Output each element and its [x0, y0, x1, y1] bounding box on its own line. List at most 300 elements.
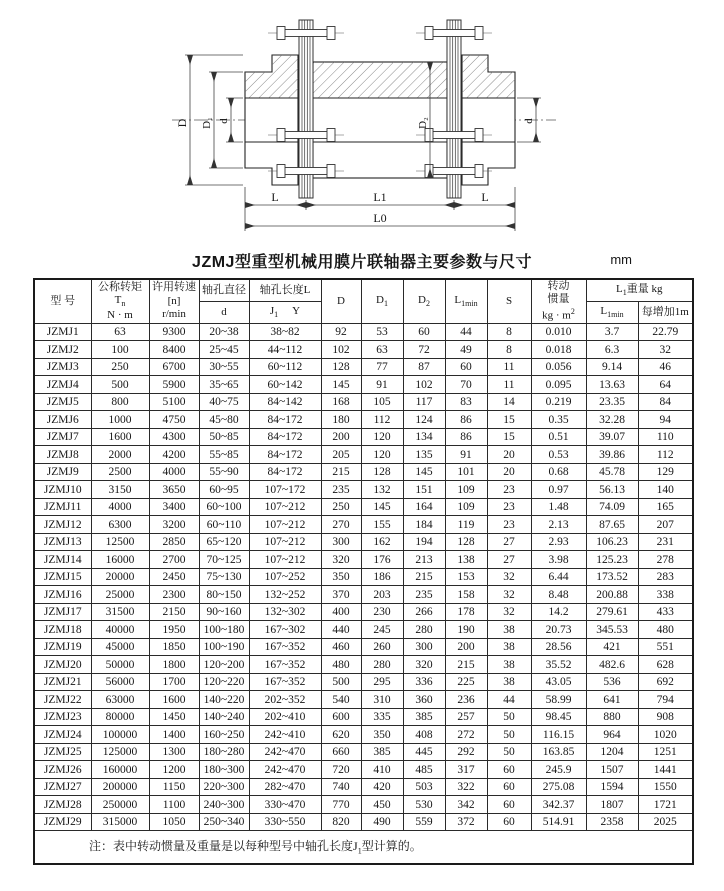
cell: 0.219 — [531, 393, 586, 411]
cell: 119 — [445, 516, 487, 534]
cell: 0.018 — [531, 341, 586, 359]
cell: 0.68 — [531, 463, 586, 481]
cell: 15 — [487, 428, 531, 446]
cell: 2.93 — [531, 533, 586, 551]
cell: 1807 — [586, 796, 638, 814]
table-row — [34, 358, 693, 376]
cell: JZMJ25 — [34, 743, 91, 761]
cell: 134 — [403, 428, 445, 446]
cell: 250000 — [91, 796, 149, 814]
cell: JZMJ15 — [34, 568, 91, 586]
cell: 23 — [487, 498, 531, 516]
cell: 6700 — [149, 358, 199, 376]
cell: 20 — [487, 463, 531, 481]
col-header-speed: 许用转速 [n] r/min — [149, 279, 199, 323]
cell: 360 — [403, 691, 445, 709]
cell: JZMJ16 — [34, 586, 91, 604]
cell: 38 — [487, 621, 531, 639]
cell: 330~470 — [249, 796, 321, 814]
cell: 194 — [403, 533, 445, 551]
cell: 215 — [445, 656, 487, 674]
cell: 370 — [321, 586, 361, 604]
cell: 272 — [445, 726, 487, 744]
cell: 3650 — [149, 481, 199, 499]
coupling-drawing-svg — [0, 0, 724, 246]
cell: 1600 — [149, 691, 199, 709]
cell: 27 — [487, 551, 531, 569]
cell: 740 — [321, 778, 361, 796]
cell: 200000 — [91, 778, 149, 796]
cell: 536 — [586, 673, 638, 691]
cell: JZMJ23 — [34, 708, 91, 726]
cell: 84~172 — [249, 463, 321, 481]
table-row — [34, 393, 693, 411]
cell: 102 — [403, 376, 445, 394]
cell: 158 — [445, 586, 487, 604]
cell: 433 — [638, 603, 693, 621]
cell: 140~240 — [199, 708, 249, 726]
cell: 2450 — [149, 568, 199, 586]
cell: 1.48 — [531, 498, 586, 516]
cell: JZMJ27 — [34, 778, 91, 796]
cell: 310 — [361, 691, 403, 709]
cell: JZMJ24 — [34, 726, 91, 744]
cell: JZMJ4 — [34, 376, 91, 394]
cell: 138 — [445, 551, 487, 569]
col-header-bore-len: 轴孔长度L — [249, 279, 321, 302]
cell: JZMJ29 — [34, 813, 91, 831]
cell: 1721 — [638, 796, 693, 814]
cell: 92 — [321, 323, 361, 341]
cell: 500 — [91, 376, 149, 394]
cell: 2000 — [91, 446, 149, 464]
cell: 60 — [487, 796, 531, 814]
table-row — [34, 691, 693, 709]
cell: 8 — [487, 323, 531, 341]
cell: 60~110 — [199, 516, 249, 534]
cell: 107~252 — [249, 568, 321, 586]
cell: 0.095 — [531, 376, 586, 394]
cell: 385 — [403, 708, 445, 726]
table-row — [34, 778, 693, 796]
col-header-weight-per-m: 每增加1m — [638, 302, 693, 324]
dim-label-d-left: d — [218, 118, 230, 124]
dim-label-L0: L0 — [373, 211, 387, 225]
cell: 86 — [445, 411, 487, 429]
cell: 250~340 — [199, 813, 249, 831]
cell: 50~85 — [199, 428, 249, 446]
cell: 215 — [321, 463, 361, 481]
table-row — [34, 813, 693, 831]
cell: 109 — [445, 498, 487, 516]
cell: 167~352 — [249, 656, 321, 674]
cell: 107~212 — [249, 533, 321, 551]
cell: 279.61 — [586, 603, 638, 621]
cell: 163.85 — [531, 743, 586, 761]
cell: 70 — [445, 376, 487, 394]
table-row — [34, 726, 693, 744]
cell: 120~200 — [199, 656, 249, 674]
cell: 2.13 — [531, 516, 586, 534]
cell: 250 — [321, 498, 361, 516]
cell: 90~160 — [199, 603, 249, 621]
cell: 0.056 — [531, 358, 586, 376]
cell: 38~82 — [249, 323, 321, 341]
cell: 84 — [638, 393, 693, 411]
cell: 641 — [586, 691, 638, 709]
cell: 94 — [638, 411, 693, 429]
cell: 180~280 — [199, 743, 249, 761]
cell: JZMJ19 — [34, 638, 91, 656]
cell: 1850 — [149, 638, 199, 656]
cell: 112 — [361, 411, 403, 429]
cell: JZMJ13 — [34, 533, 91, 551]
cell: 30~55 — [199, 358, 249, 376]
cell: 421 — [586, 638, 638, 656]
cell: 6.44 — [531, 568, 586, 586]
col-header-bore-len-sym: $J_1$ Y — [249, 302, 321, 324]
table-row — [34, 498, 693, 516]
cell: 330~550 — [249, 813, 321, 831]
cell: JZMJ8 — [34, 446, 91, 464]
cell: 4750 — [149, 411, 199, 429]
cell: 503 — [403, 778, 445, 796]
table-row — [34, 603, 693, 621]
cell: 125000 — [91, 743, 149, 761]
cell: 292 — [445, 743, 487, 761]
cell: JZMJ22 — [34, 691, 91, 709]
cell: 155 — [361, 516, 403, 534]
cell: 250 — [91, 358, 149, 376]
cell: 3150 — [91, 481, 149, 499]
table-note: 注：表中转动惯量及重量是以每种型号中轴孔长度$J_1$型计算的。 — [34, 831, 693, 865]
col-header-D: D — [321, 279, 361, 323]
cell: 260 — [361, 638, 403, 656]
cell: 80~150 — [199, 586, 249, 604]
cell: 12500 — [91, 533, 149, 551]
cell: 63 — [91, 323, 149, 341]
cell: 225 — [445, 673, 487, 691]
cell: 55~85 — [199, 446, 249, 464]
cell: 65~120 — [199, 533, 249, 551]
cell: 350 — [321, 568, 361, 586]
cell: 315000 — [91, 813, 149, 831]
cell: JZMJ7 — [34, 428, 91, 446]
cell: 23 — [487, 481, 531, 499]
cell: 40000 — [91, 621, 149, 639]
cell: 240~300 — [199, 796, 249, 814]
cell: 1700 — [149, 673, 199, 691]
cell: 140 — [638, 481, 693, 499]
cell: 880 — [586, 708, 638, 726]
cell: 102 — [321, 341, 361, 359]
cell: 20.73 — [531, 621, 586, 639]
cell: 132~302 — [249, 603, 321, 621]
cell: 124 — [403, 411, 445, 429]
cell: 230 — [361, 603, 403, 621]
dim-label-D2: D₂ — [417, 117, 429, 129]
cell: 23.35 — [586, 393, 638, 411]
cell: 283 — [638, 568, 693, 586]
cell: 485 — [403, 761, 445, 779]
cell: 410 — [361, 761, 403, 779]
cell: 445 — [403, 743, 445, 761]
cell: 9300 — [149, 323, 199, 341]
cell: 100~190 — [199, 638, 249, 656]
cell: 60~112 — [249, 358, 321, 376]
cell: 106.23 — [586, 533, 638, 551]
cell: 282~470 — [249, 778, 321, 796]
cell: 4000 — [91, 498, 149, 516]
dim-label-D: D — [175, 118, 189, 128]
cell: 514.91 — [531, 813, 586, 831]
cell: 107~212 — [249, 551, 321, 569]
cell: 129 — [638, 463, 693, 481]
cell: 275.08 — [531, 778, 586, 796]
col-header-inertia: 转动 惯量 kg · $m^2$ — [531, 279, 586, 323]
col-header-D1: $D_1$ — [361, 279, 403, 323]
cell: 1507 — [586, 761, 638, 779]
cell: 242~470 — [249, 743, 321, 761]
cell: 60 — [487, 761, 531, 779]
cell: 530 — [403, 796, 445, 814]
cell: 55~90 — [199, 463, 249, 481]
cell: 173.52 — [586, 568, 638, 586]
table-row — [34, 481, 693, 499]
cell: 84~172 — [249, 411, 321, 429]
cell: 86 — [445, 428, 487, 446]
cell: 162 — [361, 533, 403, 551]
cell: 44 — [487, 691, 531, 709]
cell: 140~220 — [199, 691, 249, 709]
cell: 205 — [321, 446, 361, 464]
cell: 245 — [361, 621, 403, 639]
cell: 1100 — [149, 796, 199, 814]
cell: 2700 — [149, 551, 199, 569]
cell: 2850 — [149, 533, 199, 551]
cell: 203 — [361, 586, 403, 604]
table-row — [34, 376, 693, 394]
cell: 98.45 — [531, 708, 586, 726]
cell: 400 — [321, 603, 361, 621]
cell: 559 — [403, 813, 445, 831]
cell: 964 — [586, 726, 638, 744]
cell: 482.6 — [586, 656, 638, 674]
cell: 20000 — [91, 568, 149, 586]
table-body — [34, 323, 693, 831]
cell: 600 — [321, 708, 361, 726]
cell: JZMJ2 — [34, 341, 91, 359]
cell: 87.65 — [586, 516, 638, 534]
cell: 107~212 — [249, 498, 321, 516]
cell: 28.56 — [531, 638, 586, 656]
cell: 39.86 — [586, 446, 638, 464]
cell: 128 — [445, 533, 487, 551]
cell: 116.15 — [531, 726, 586, 744]
col-header-weight-L1min: $L_{1min}$ — [586, 302, 638, 324]
cell: 235 — [321, 481, 361, 499]
cell: 800 — [91, 393, 149, 411]
cell: 105 — [361, 393, 403, 411]
cell: 56000 — [91, 673, 149, 691]
cell: 153 — [445, 568, 487, 586]
left-hub — [245, 55, 298, 185]
cell: JZMJ3 — [34, 358, 91, 376]
table-row — [34, 621, 693, 639]
col-header-S: S — [487, 279, 531, 323]
cell: 74.09 — [586, 498, 638, 516]
cell: 80000 — [91, 708, 149, 726]
cell: 278 — [638, 551, 693, 569]
cell: 5100 — [149, 393, 199, 411]
cell: 184 — [403, 516, 445, 534]
cell: 2358 — [586, 813, 638, 831]
cell: 1550 — [638, 778, 693, 796]
cell: 50000 — [91, 656, 149, 674]
cell: 178 — [445, 603, 487, 621]
cell: 151 — [403, 481, 445, 499]
table-row — [34, 761, 693, 779]
cell: 1204 — [586, 743, 638, 761]
cell: JZMJ10 — [34, 481, 91, 499]
cell: 109 — [445, 481, 487, 499]
cell: 101 — [445, 463, 487, 481]
table-row — [34, 341, 693, 359]
cell: 84~172 — [249, 446, 321, 464]
cell: 56.13 — [586, 481, 638, 499]
cell: 63000 — [91, 691, 149, 709]
cell: 257 — [445, 708, 487, 726]
cell: 1800 — [149, 656, 199, 674]
cell: JZMJ5 — [34, 393, 91, 411]
cell: 1441 — [638, 761, 693, 779]
cell: 1150 — [149, 778, 199, 796]
cell: 32.28 — [586, 411, 638, 429]
cell: 1050 — [149, 813, 199, 831]
cell: 336 — [403, 673, 445, 691]
cell: 49 — [445, 341, 487, 359]
cell: 14 — [487, 393, 531, 411]
cell: 3.7 — [586, 323, 638, 341]
cell: JZMJ20 — [34, 656, 91, 674]
parameter-table — [33, 278, 694, 865]
cell: 120 — [361, 446, 403, 464]
col-header-L1min: $L_{1min}$ — [445, 279, 487, 323]
cell: 13.63 — [586, 376, 638, 394]
cell: JZMJ26 — [34, 761, 91, 779]
cell: 231 — [638, 533, 693, 551]
cell: 84~172 — [249, 428, 321, 446]
cell: 770 — [321, 796, 361, 814]
cell: 107~212 — [249, 516, 321, 534]
cell: 168 — [321, 393, 361, 411]
table-row — [34, 796, 693, 814]
cell: 145 — [361, 498, 403, 516]
cell: 266 — [403, 603, 445, 621]
cell: 39.07 — [586, 428, 638, 446]
cell: 280 — [403, 621, 445, 639]
cell: 235 — [403, 586, 445, 604]
table-row — [34, 411, 693, 429]
cell: 8400 — [149, 341, 199, 359]
unit-label: mm — [610, 252, 632, 267]
cell: 450 — [361, 796, 403, 814]
cell: 44~112 — [249, 341, 321, 359]
cell: 132~252 — [249, 586, 321, 604]
cell: 242~470 — [249, 761, 321, 779]
cell: 70~125 — [199, 551, 249, 569]
cell: 35.52 — [531, 656, 586, 674]
cell: 385 — [361, 743, 403, 761]
cell: 320 — [321, 551, 361, 569]
cell: 660 — [321, 743, 361, 761]
cell: 22.79 — [638, 323, 693, 341]
cell: 58.99 — [531, 691, 586, 709]
cell: 242~410 — [249, 726, 321, 744]
cell: 2025 — [638, 813, 693, 831]
cell: 0.010 — [531, 323, 586, 341]
cell: 408 — [403, 726, 445, 744]
cell: 908 — [638, 708, 693, 726]
cell: 1400 — [149, 726, 199, 744]
cell: 820 — [321, 813, 361, 831]
cell: JZMJ21 — [34, 673, 91, 691]
cell: 25000 — [91, 586, 149, 604]
dim-label-D1: D₁ — [201, 117, 213, 129]
col-header-model: 型 号 — [34, 279, 91, 323]
cell: 100~180 — [199, 621, 249, 639]
cell: 540 — [321, 691, 361, 709]
col-header-bore-dia-sym: d — [199, 302, 249, 324]
coupling-technical-drawing — [0, 0, 724, 246]
cell: 338 — [638, 586, 693, 604]
cell: 215 — [403, 568, 445, 586]
cell: 38 — [487, 673, 531, 691]
cell: 38 — [487, 638, 531, 656]
cell: 220~300 — [199, 778, 249, 796]
cell: 120~220 — [199, 673, 249, 691]
dim-label-L-right: L — [481, 190, 489, 204]
cell: 125.23 — [586, 551, 638, 569]
cell: 200 — [445, 638, 487, 656]
cell: 14.2 — [531, 603, 586, 621]
cell: 440 — [321, 621, 361, 639]
cell: 420 — [361, 778, 403, 796]
cell: 202~410 — [249, 708, 321, 726]
cell: 1200 — [149, 761, 199, 779]
dim-label-L1: L1 — [373, 190, 387, 204]
cell: 60 — [445, 358, 487, 376]
cell: 117 — [403, 393, 445, 411]
cell: 4200 — [149, 446, 199, 464]
cell: 45.78 — [586, 463, 638, 481]
cell: 31500 — [91, 603, 149, 621]
table-row — [34, 446, 693, 464]
cell: 1450 — [149, 708, 199, 726]
cell: 342 — [445, 796, 487, 814]
cell: 100000 — [91, 726, 149, 744]
cell: 200 — [321, 428, 361, 446]
table-row — [34, 551, 693, 569]
cell: 1600 — [91, 428, 149, 446]
cell: 107~172 — [249, 481, 321, 499]
cell: JZMJ18 — [34, 621, 91, 639]
cell: 60~142 — [249, 376, 321, 394]
cell: 32 — [487, 586, 531, 604]
cell: 100 — [91, 341, 149, 359]
cell: 60~100 — [199, 498, 249, 516]
cell: 6300 — [91, 516, 149, 534]
